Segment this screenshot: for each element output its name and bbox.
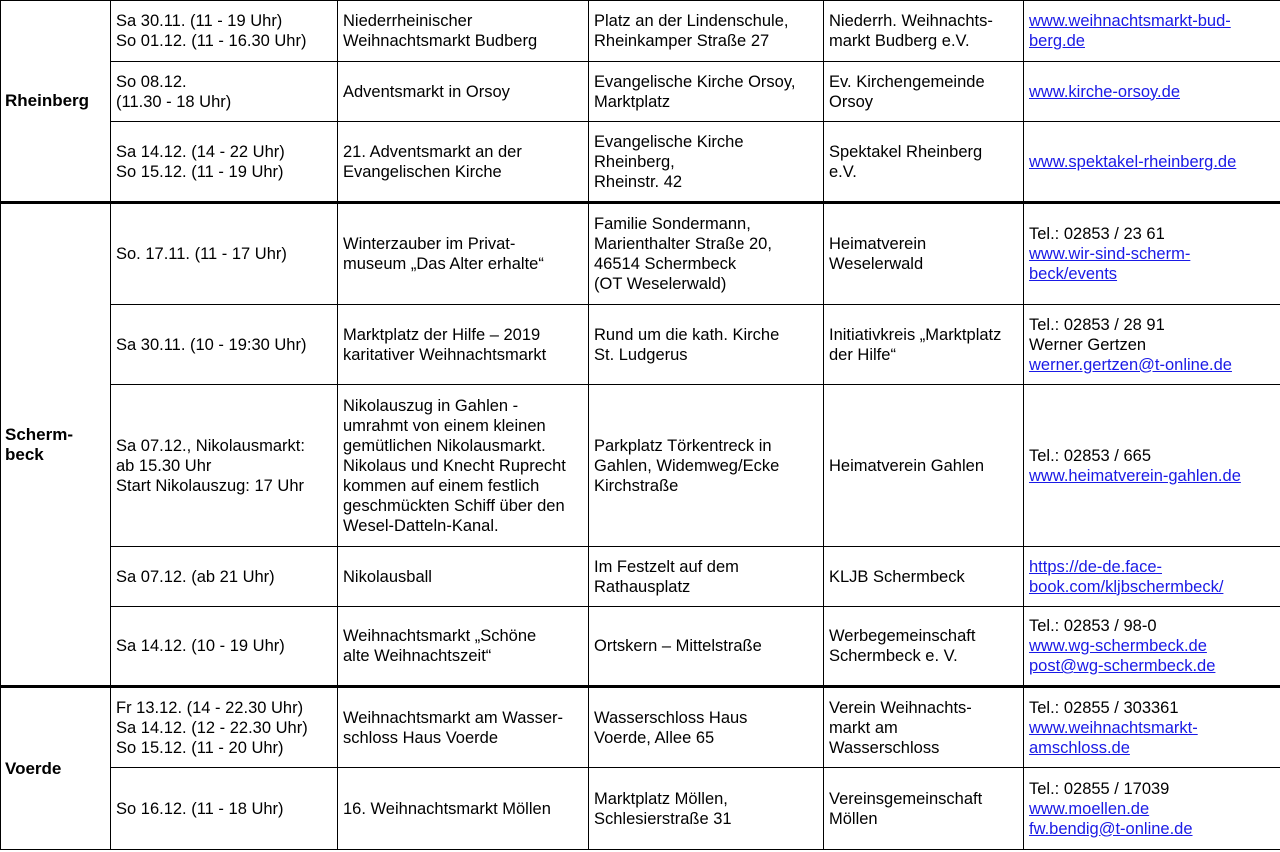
event-date-cell (111, 62, 338, 122)
contact-link[interactable]: post@wg-schermbeck.de (1029, 657, 1216, 675)
contact-text: Tel.: 02853 / 665 (1029, 446, 1152, 465)
table-row (1, 607, 1280, 687)
event-date-cell (111, 203, 338, 305)
contact-link[interactable]: www.weihnachtsmarkt- amschloss.de (1029, 718, 1198, 757)
event-date: So. 17.11. (11 - 17 Uhr) (116, 245, 287, 263)
table-row (1, 305, 1280, 385)
event-organizer: Verein Weihnachts- markt am Wasserschloss (829, 698, 972, 757)
contact-text: Tel.: 02853 / 98-0 (1029, 617, 1157, 635)
table-row (1, 122, 1280, 203)
event-name: Weihnachtsmarkt „Schöne alte Weihnachtszeit“ (343, 627, 537, 665)
event-organizer-cell (824, 203, 1024, 305)
event-organizer-cell (824, 385, 1024, 547)
event-organizer: Werbegemeinschaft Schermbeck e. V. (829, 627, 976, 665)
event-organizer-cell (824, 1, 1024, 62)
contact-cell (1024, 62, 1280, 122)
contact-link[interactable]: www.kirche-orsoy.de (1029, 82, 1180, 101)
event-organizer: Vereinsgemeinschaft Möllen (829, 789, 983, 828)
event-date: So 08.12. (11.30 - 18 Uhr) (116, 72, 232, 111)
event-date: So 16.12. (11 - 18 Uhr) (116, 799, 284, 818)
event-organizer-cell (824, 768, 1024, 850)
event-location: Ortskern – Mittelstraße (594, 637, 762, 655)
event-location: Im Festzelt auf dem Rathausplatz (594, 557, 739, 596)
contact-cell (1024, 385, 1280, 547)
event-organizer: KLJB Schermbeck (829, 567, 965, 586)
contact-link[interactable]: www.moellen.de (1029, 799, 1150, 818)
event-date: Fr 13.12. (14 - 22.30 Uhr) Sa 14.12. (12 - 22.30 Uhr) So 15.12. (11 - 20 Uhr) (116, 698, 308, 757)
event-location-cell (589, 547, 824, 607)
event-organizer: Spektakel Rheinberg e.V. (829, 142, 983, 181)
event-date-cell (111, 122, 338, 203)
event-name-cell (338, 385, 589, 547)
event-date: Sa 07.12., Nikolausmarkt: ab 15.30 Uhr Start Nikolauszug: 17 Uhr (116, 436, 305, 495)
event-organizer: Niederrh. Weihnachts- markt Budberg e.V. (829, 12, 993, 50)
event-date-cell (111, 768, 338, 850)
event-name: Adventsmarkt in Orsoy (343, 82, 510, 101)
region-label-voerde: Voerde (1, 687, 111, 850)
event-name: Winterzauber im Privat- museum „Das Alter erhalte“ (343, 235, 544, 273)
contact-text: Werner Gertzen (1029, 335, 1147, 354)
event-date-cell (111, 687, 338, 768)
contact-link[interactable]: werner.gertzen@t-online.de (1029, 355, 1232, 374)
contact-link[interactable]: fw.bendig@t-online.de (1029, 819, 1193, 838)
event-name: 16. Weihnachtsmarkt Möllen (343, 799, 551, 818)
region-label-rheinberg: Rheinberg (1, 1, 111, 203)
contact-cell (1024, 687, 1280, 768)
event-location-cell (589, 1, 824, 62)
contact-cell (1024, 305, 1280, 385)
contact-text: Tel.: 02855 / 303361 (1029, 698, 1179, 717)
table-row (1, 62, 1280, 122)
event-date-cell (111, 385, 338, 547)
event-organizer: Initiativkreis „Marktplatz der Hilfe“ (829, 325, 1002, 364)
event-date: Sa 30.11. (10 - 19:30 Uhr) (116, 335, 307, 354)
contact-cell (1024, 1, 1280, 62)
event-organizer-cell (824, 62, 1024, 122)
table-row (1, 768, 1280, 850)
event-location-cell (589, 687, 824, 768)
event-location: Evangelische Kirche Rheinberg, Rheinstr. 42 (594, 132, 744, 191)
contact-cell (1024, 607, 1280, 687)
contact-link[interactable]: www.spektakel-rheinberg.de (1029, 152, 1237, 171)
event-name: Nikolausball (343, 567, 432, 586)
event-location: Parkplatz Törkentreck in Gahlen, Widemweg/Ecke Kirchstraße (594, 436, 780, 495)
event-date-cell (111, 607, 338, 687)
event-organizer-cell (824, 547, 1024, 607)
table-row (1, 1, 1280, 62)
event-name-cell (338, 547, 589, 607)
event-location-cell (589, 62, 824, 122)
event-location-cell (589, 305, 824, 385)
event-organizer: Heimatverein Weselerwald (829, 235, 927, 273)
contact-cell (1024, 768, 1280, 850)
event-name-cell (338, 607, 589, 687)
table-row (1, 385, 1280, 547)
event-organizer-cell (824, 687, 1024, 768)
event-organizer-cell (824, 607, 1024, 687)
contact-text: Tel.: 02855 / 17039 (1029, 779, 1170, 798)
event-location-cell (589, 607, 824, 687)
event-date: Sa 14.12. (10 - 19 Uhr) (116, 637, 285, 655)
contact-link[interactable]: www.weihnachtsmarkt-bud- berg.de (1029, 12, 1231, 50)
event-location: Platz an der Lindenschule, Rheinkamper Straße 27 (594, 12, 789, 50)
event-organizer-cell (824, 122, 1024, 203)
event-organizer: Ev. Kirchengemeinde Orsoy (829, 72, 985, 111)
event-organizer: Heimatverein Gahlen (829, 456, 984, 475)
table-row (1, 687, 1280, 768)
event-date-cell (111, 547, 338, 607)
event-name-cell (338, 687, 589, 768)
event-organizer-cell (824, 305, 1024, 385)
contact-link[interactable]: www.heimatverein-gahlen.de (1029, 466, 1241, 485)
event-location: Evangelische Kirche Orsoy, Marktplatz (594, 72, 796, 111)
contact-cell (1024, 203, 1280, 305)
event-name-cell (338, 1, 589, 62)
contact-cell (1024, 547, 1280, 607)
event-name: Nikolauszug in Gahlen - umrahmt von einem kleinen gemütlichen Nikolausmarkt. Nikolaus und Knecht Ruprecht kommen auf einem festlich geschmückten Schiff über den Wesel-Datteln-Kanal. (343, 396, 566, 535)
event-location: Wasserschloss Haus Voerde, Allee 65 (594, 708, 748, 747)
event-date-cell (111, 305, 338, 385)
event-name: 21. Adventsmarkt an der Evangelischen Kirche (343, 142, 522, 181)
event-date: Sa 07.12. (ab 21 Uhr) (116, 567, 275, 586)
event-name-cell (338, 305, 589, 385)
contact-cell (1024, 122, 1280, 203)
event-location-cell (589, 768, 824, 850)
event-date: Sa 30.11. (11 - 19 Uhr) So 01.12. (11 - 16.30 Uhr) (116, 12, 307, 50)
event-location: Marktplatz Möllen, Schlesierstraße 31 (594, 789, 732, 828)
contact-text: Tel.: 02853 / 28 91 (1029, 315, 1165, 334)
event-location: Familie Sondermann, Marienthalter Straße 20, 46514 Schermbeck (OT Weselerwald) (594, 215, 772, 293)
contact-link[interactable]: www.wg-schermbeck.de (1029, 637, 1207, 655)
region-label-schermbeck: Scherm- beck (1, 203, 111, 687)
event-location: Rund um die kath. Kirche St. Ludgerus (594, 325, 780, 364)
event-date-cell (111, 1, 338, 62)
event-location-cell (589, 122, 824, 203)
event-location-cell (589, 203, 824, 305)
table-row (1, 547, 1280, 607)
contact-link[interactable]: www.wir-sind-scherm- beck/events (1029, 245, 1191, 283)
event-name-cell (338, 122, 589, 203)
event-location-cell (589, 385, 824, 547)
event-name-cell (338, 62, 589, 122)
event-date: Sa 14.12. (14 - 22 Uhr) So 15.12. (11 - 19 Uhr) (116, 142, 285, 181)
table-row (1, 203, 1280, 305)
event-name: Weihnachtsmarkt am Wasser- schloss Haus Voerde (343, 708, 564, 747)
contact-text: Tel.: 02853 / 23 61 (1029, 225, 1165, 243)
contact-link[interactable]: https://de-de.face- book.com/kljbschermbeck/ (1029, 557, 1224, 596)
event-name: Niederrheinischer Weihnachtsmarkt Budberg (343, 12, 538, 50)
event-name-cell (338, 768, 589, 850)
event-name-cell (338, 203, 589, 305)
event-name: Marktplatz der Hilfe – 2019 karitativer Weihnachtsmarkt (343, 325, 547, 364)
